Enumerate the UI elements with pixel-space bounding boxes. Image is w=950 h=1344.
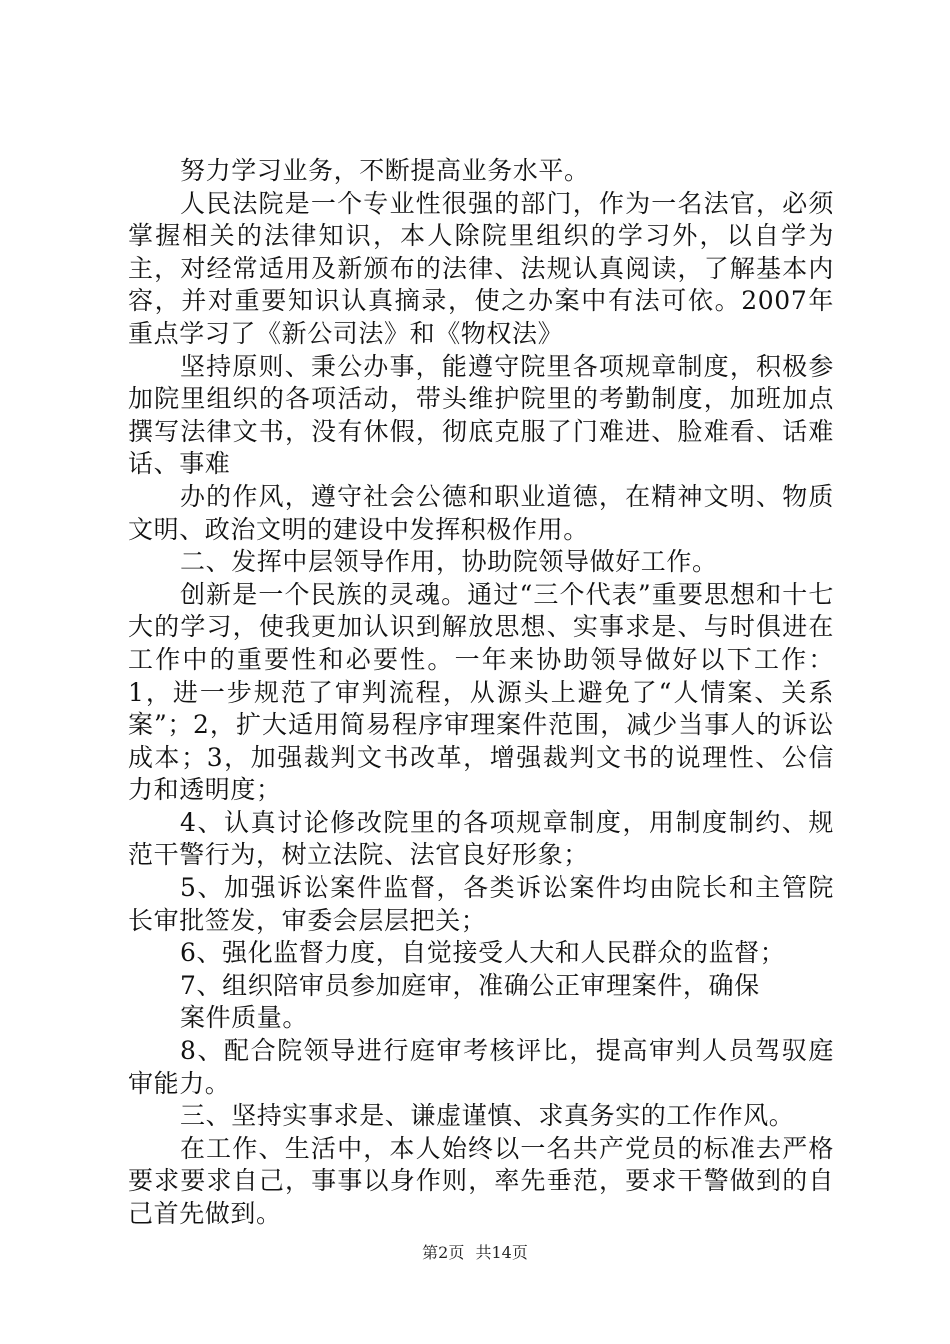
- section-heading: 三、坚持实事求是、谦虚谨慎、求真务实的工作作风。: [180, 1101, 795, 1131]
- list-item-continuation: 案件质量。: [180, 1003, 309, 1033]
- document-body: [128, 155, 834, 1231]
- paragraph: 创新是一个民族的灵魂。通过“三个代表”重要思想和十七大的学习，使我更加认识到解放思想、实事求是、与时俱进在工作中的重要性和必要性。一年来协助领导做好以下工作：1，进一步规范了审判流程，从源头上避免了“人情案、关系案”；2，扩大适用简易程序审理案件范围，减少当事人的诉讼成本；3，加强裁判文书改革，增强裁判文书的说理性、公信力和透明度；: [128, 579, 834, 805]
- paragraph: 在工作、生活中，本人始终以一名共产党员的标准去严格要求要求自己，事事以身作则，率先垂范，要求干警做到的自己首先做到。: [128, 1133, 834, 1228]
- paragraph: 努力学习业务，不断提高业务水平。: [180, 156, 590, 185]
- list-item: 7、组织陪审员参加庭审，准确公正审理案件，确保: [180, 970, 760, 1000]
- list-item: 8、配合院领导进行庭审考核评比，提高审判人员驾驭庭审能力。: [128, 1036, 834, 1098]
- paragraph: 办的作风，遵守社会公德和职业道德，在精神文明、物质文明、政治文明的建设中发挥积极作用。: [128, 481, 834, 544]
- section-heading: 二、发挥中层领导作用，协助院领导做好工作。: [180, 547, 718, 577]
- list-item: 5、加强诉讼案件监督，各类诉讼案件均由院长和主管院长审批签发，审委会层层把关；: [128, 873, 834, 935]
- list-item: 4、认真讨论修改院里的各项规章制度，用制度制约、规范干警行为，树立法院、法官良好形象；: [128, 807, 834, 870]
- page-number: 第2页: [422, 1243, 465, 1262]
- page-total: 共14页: [475, 1243, 528, 1262]
- list-item: 6、强化监督力度，自觉接受人大和人民群众的监督；: [180, 938, 786, 968]
- page-footer: [0, 1240, 950, 1263]
- paragraph: 人民法院是一个专业性很强的部门，作为一名法官，必须掌握相关的法律知识，本人除院里组织的学习外，以自学为主，对经常适用及新颁布的法律、法规认真阅读，了解基本内容，并对重要知识认真摘录，使之办案中有法可依。2007年重点学习了《新公司法》和《物权法》: [128, 188, 834, 348]
- paragraph: 坚持原则、秉公办事，能遵守院里各项规章制度，积极参加院里组织的各项活动，带头维护院里的考勤制度，加班加点撰写法律文书，没有休假，彻底克服了门难进、脸难看、话难话、事难: [128, 351, 834, 479]
